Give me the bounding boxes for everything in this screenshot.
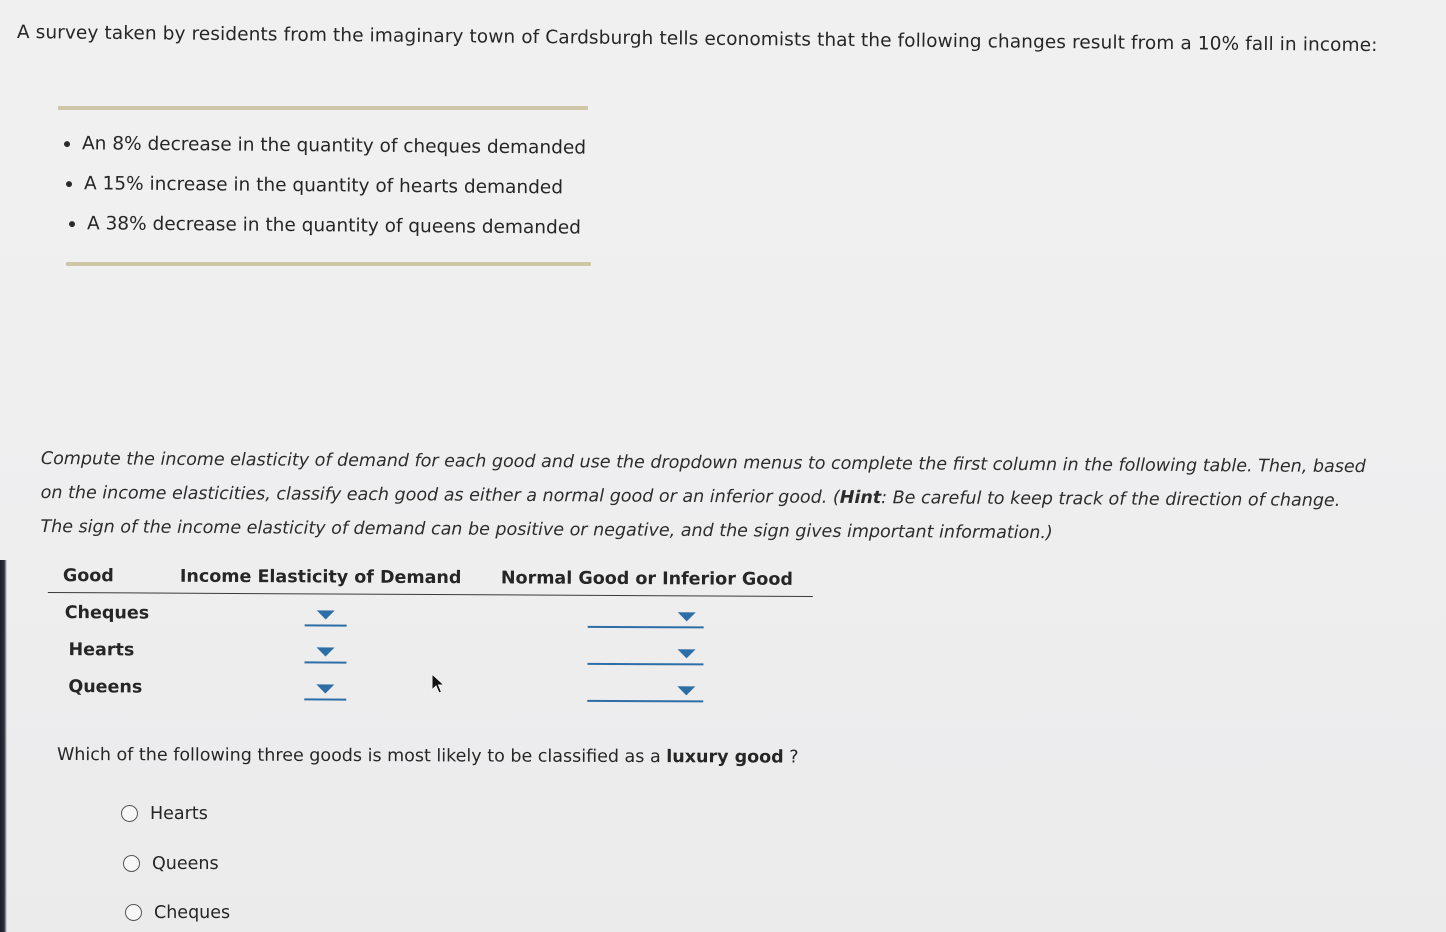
changes-box xyxy=(58,106,590,266)
change-item-queens: A 38% decrease in the quantity of queens demanded xyxy=(63,204,590,249)
mouse-pointer-icon xyxy=(430,673,446,695)
chevron-down-icon xyxy=(317,647,335,656)
instructions-line-3: The sign of the income elasticity of demand can be positive or negative, and the sign gives important information.) xyxy=(40,516,1053,544)
cheques-elasticity-dropdown[interactable] xyxy=(305,604,347,626)
instructions-line-2-start: on the income elasticities, classify each good as either a normal good or an inferior good. ( xyxy=(40,482,840,508)
header-good: Good xyxy=(62,566,114,587)
row-good-name: Cheques xyxy=(64,603,150,624)
option-hearts[interactable] xyxy=(121,804,208,824)
option-queens[interactable] xyxy=(123,854,219,874)
radio-button[interactable] xyxy=(121,805,138,822)
hearts-type-dropdown[interactable] xyxy=(587,643,703,666)
table-row xyxy=(48,595,813,636)
instructions-line-1: Compute the income elasticity of demand for each good and use the dropdown menus to complete the first column in the following table. Then, based xyxy=(40,448,1366,478)
hint-label: Hint xyxy=(839,487,882,509)
question-text: Which of the following three goods is most likely to be classified as a xyxy=(56,745,667,768)
header-good-type: Normal Good or Inferior Good xyxy=(500,568,793,590)
cheques-type-dropdown[interactable] xyxy=(588,606,704,629)
table-header xyxy=(48,562,813,597)
luxury-question xyxy=(57,745,799,768)
hearts-elasticity-dropdown[interactable] xyxy=(304,641,346,663)
row-good-name: Queens xyxy=(68,677,143,698)
change-item-cheques: An 8% decrease in the quantity of cheques demanded xyxy=(58,124,590,169)
screen-edge-shadow xyxy=(0,560,7,932)
question-mark: ? xyxy=(783,747,799,768)
luxury-good-term: luxury good xyxy=(666,747,784,768)
chevron-down-icon xyxy=(316,684,334,693)
chevron-down-icon xyxy=(678,612,696,621)
instructions-line-2-end: : Be careful to keep track of the direction of change. xyxy=(881,488,1341,511)
bottom-divider xyxy=(66,262,591,266)
header-elasticity: Income Elasticity of Demand xyxy=(179,566,462,589)
table-row xyxy=(47,632,812,673)
row-good-name: Hearts xyxy=(68,640,135,661)
radio-button[interactable] xyxy=(123,855,140,872)
chevron-down-icon xyxy=(677,686,695,695)
option-cheques[interactable] xyxy=(125,903,230,923)
option-label: Cheques xyxy=(154,903,231,923)
option-label: Hearts xyxy=(150,804,208,824)
change-item-hearts: A 15% increase in the quantity of hearts demanded xyxy=(60,164,590,209)
queens-elasticity-dropdown[interactable] xyxy=(304,678,346,700)
top-divider xyxy=(58,106,588,110)
chevron-down-icon xyxy=(317,610,335,619)
radio-button[interactable] xyxy=(125,904,142,921)
queens-type-dropdown[interactable] xyxy=(587,680,703,703)
option-label: Queens xyxy=(152,854,219,874)
instructions-text xyxy=(40,442,1411,552)
chevron-down-icon xyxy=(678,649,696,658)
intro-text: A survey taken by residents from the imaginary town of Cardsburgh tells economists that the following changes result from a 10% fall in income: xyxy=(16,22,1378,57)
changes-list xyxy=(58,124,590,244)
